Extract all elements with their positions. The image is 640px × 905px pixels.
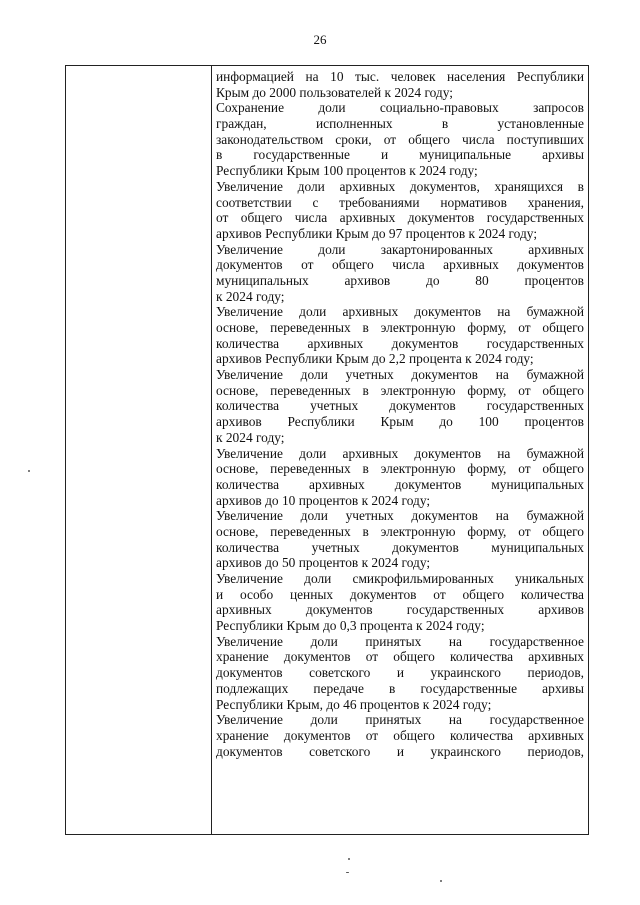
text-line: документов советского и украинского периодов, (216, 665, 584, 681)
text-line: граждан, исполненных в установленные (216, 116, 584, 132)
text-line: Увеличение доли учетных документов на бумажной (216, 508, 584, 524)
text-line: информацией на 10 тыс. человек населения Республики (216, 69, 584, 84)
text-line: Республики Крым до 0,3 процента к 2024 году; (216, 618, 485, 634)
text-line: Увеличение доли смикрофильмированных уникальных (216, 571, 584, 586)
text-line: законодательством сроки, от общего числа поступивших (216, 131, 584, 147)
scan-speck (28, 470, 30, 472)
text-line: Увеличение доли закартонированных архивных (216, 241, 584, 257)
text-line: Увеличение доли принятых на государственное (216, 633, 584, 649)
text-line: муниципальных архивов до 80 процентов (216, 272, 584, 288)
scan-speck (348, 858, 350, 860)
document-table (65, 65, 589, 835)
text-line: к 2024 году; (216, 288, 285, 304)
scan-speck (440, 880, 442, 882)
text-line: архивов Республики Крым до 2,2 процента к 2024 году; (216, 351, 534, 367)
text-line: и особо ценных документов от общего количества (216, 586, 584, 602)
text-line: архивов до 50 процентов к 2024 году; (216, 555, 431, 571)
text-line: Увеличение доли архивных документов, хранящихся в (216, 178, 584, 194)
text-line: Республики Крым 100 процентов к 2024 году; (216, 163, 478, 179)
text-line: соответствии с требованиями нормативов хранения, (216, 194, 584, 210)
text-line: документов советского и украинского периодов, (216, 743, 584, 759)
text-line: Республики Крым, до 46 процентов к 2024 году; (216, 696, 492, 712)
scan-speck (346, 872, 349, 873)
text-line: количества архивных документов муниципальных (216, 476, 584, 492)
page-number: 26 (313, 32, 327, 47)
text-line: к 2024 году; (216, 429, 285, 445)
text-line: количества учетных документов муниципальных (216, 539, 584, 555)
text-line: хранение документов от общего количества архивных (216, 649, 584, 665)
text-line: архивов Республики Крым до 100 процентов (216, 414, 584, 430)
text-line: архивов до 10 процентов к 2024 году; (216, 492, 431, 508)
text-line: архивных документов государственных архивов (216, 602, 584, 618)
text-line: документов от общего числа архивных документов (216, 257, 584, 273)
text-line: Сохранение доли социально-правовых запросов (216, 100, 584, 116)
text-line: подлежащих передаче в государственные архивы (216, 680, 584, 696)
text-line: основе, переведенных в электронную форму, от общего (216, 320, 584, 335)
text-line: Увеличение доли архивных документов на бумажной (216, 445, 584, 461)
text-line: в государственные и муниципальные архивы (216, 147, 584, 163)
text-line: основе, переведенных в электронную форму, от общего (216, 382, 584, 398)
text-line: архивов Республики Крым до 97 процентов к 2024 году; (216, 225, 538, 241)
text-line: Увеличение доли принятых на государственное (216, 712, 584, 728)
text-line: количества архивных документов государственных (216, 335, 584, 351)
text-line: от общего числа архивных документов государственных (216, 210, 584, 226)
text-line: основе, переведенных в электронную форму, от общего (216, 461, 584, 477)
table-left-column (66, 66, 212, 834)
text-line: основе, переведенных в электронную форму, от общего (216, 523, 584, 539)
text-line: хранение документов от общего количества архивных (216, 727, 584, 743)
text-line: Увеличение доли архивных документов на бумажной (216, 304, 584, 320)
text-line: количества учетных документов государственных (216, 398, 584, 414)
text-line: Увеличение доли учетных документов на бумажной (216, 367, 584, 383)
text-line: Крым до 2000 пользователей к 2024 году; (216, 84, 453, 100)
table-right-column (212, 66, 588, 834)
